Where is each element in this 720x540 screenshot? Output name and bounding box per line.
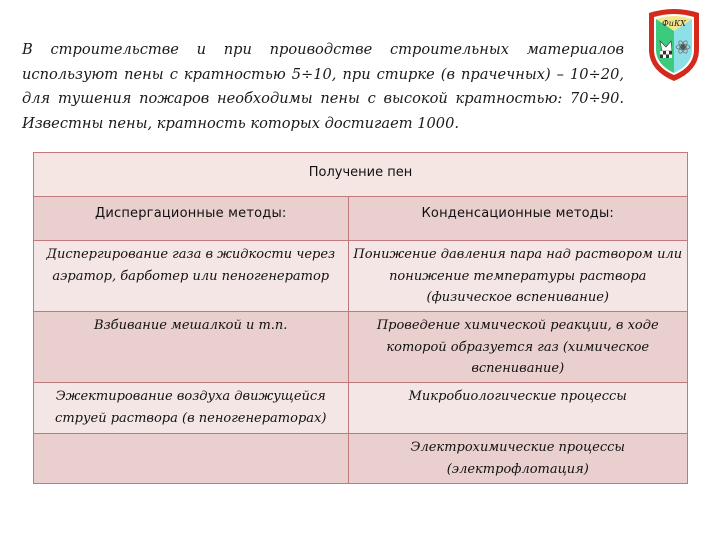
header-dispersion-methods: Диспергационные методы: xyxy=(34,197,349,241)
table-header-row xyxy=(34,197,688,241)
table-cell: Взбивание мешалкой и т.п. xyxy=(34,312,349,383)
table-row xyxy=(34,434,688,484)
header-condensation-methods: Конденсационные методы: xyxy=(348,197,688,241)
table-row xyxy=(34,312,688,383)
table-cell: Микробиологические процессы xyxy=(348,383,688,434)
table-title-row xyxy=(34,153,688,197)
table-row xyxy=(34,241,688,312)
university-crest-icon xyxy=(646,7,702,83)
intro-paragraph: В строительстве и при проиводстве строительных материалов используют пены с кратностью 5÷10, при стирке (в прачечных) – 10÷20, для тушения пожаров необходимы пены с высокой кратностью: 70÷90. Известны пены, кратность которых достигает 1000. xyxy=(22,41,624,132)
table-title: Получение пен xyxy=(34,153,688,197)
crest-label: ФиКХ xyxy=(662,19,686,28)
table-cell: Эжектирование воздуха движущейся струей раствора (в пеногенераторах) xyxy=(34,383,349,434)
table-cell: Понижение давления пара над раствором или понижение температуры раствора (физическое вспенивание) xyxy=(348,241,688,312)
table-cell: Диспергирование газа в жидкости через аэратор, барботер или пеногенератор xyxy=(34,241,349,312)
table-row xyxy=(34,383,688,434)
table-cell: Проведение химической реакции, в ходе которой образуется газ (химическое вспенивание) xyxy=(348,312,688,383)
table-cell: Электрохимические процессы (электрофлотация) xyxy=(348,434,688,484)
foam-production-table xyxy=(33,152,688,484)
table-cell-empty xyxy=(34,434,349,484)
